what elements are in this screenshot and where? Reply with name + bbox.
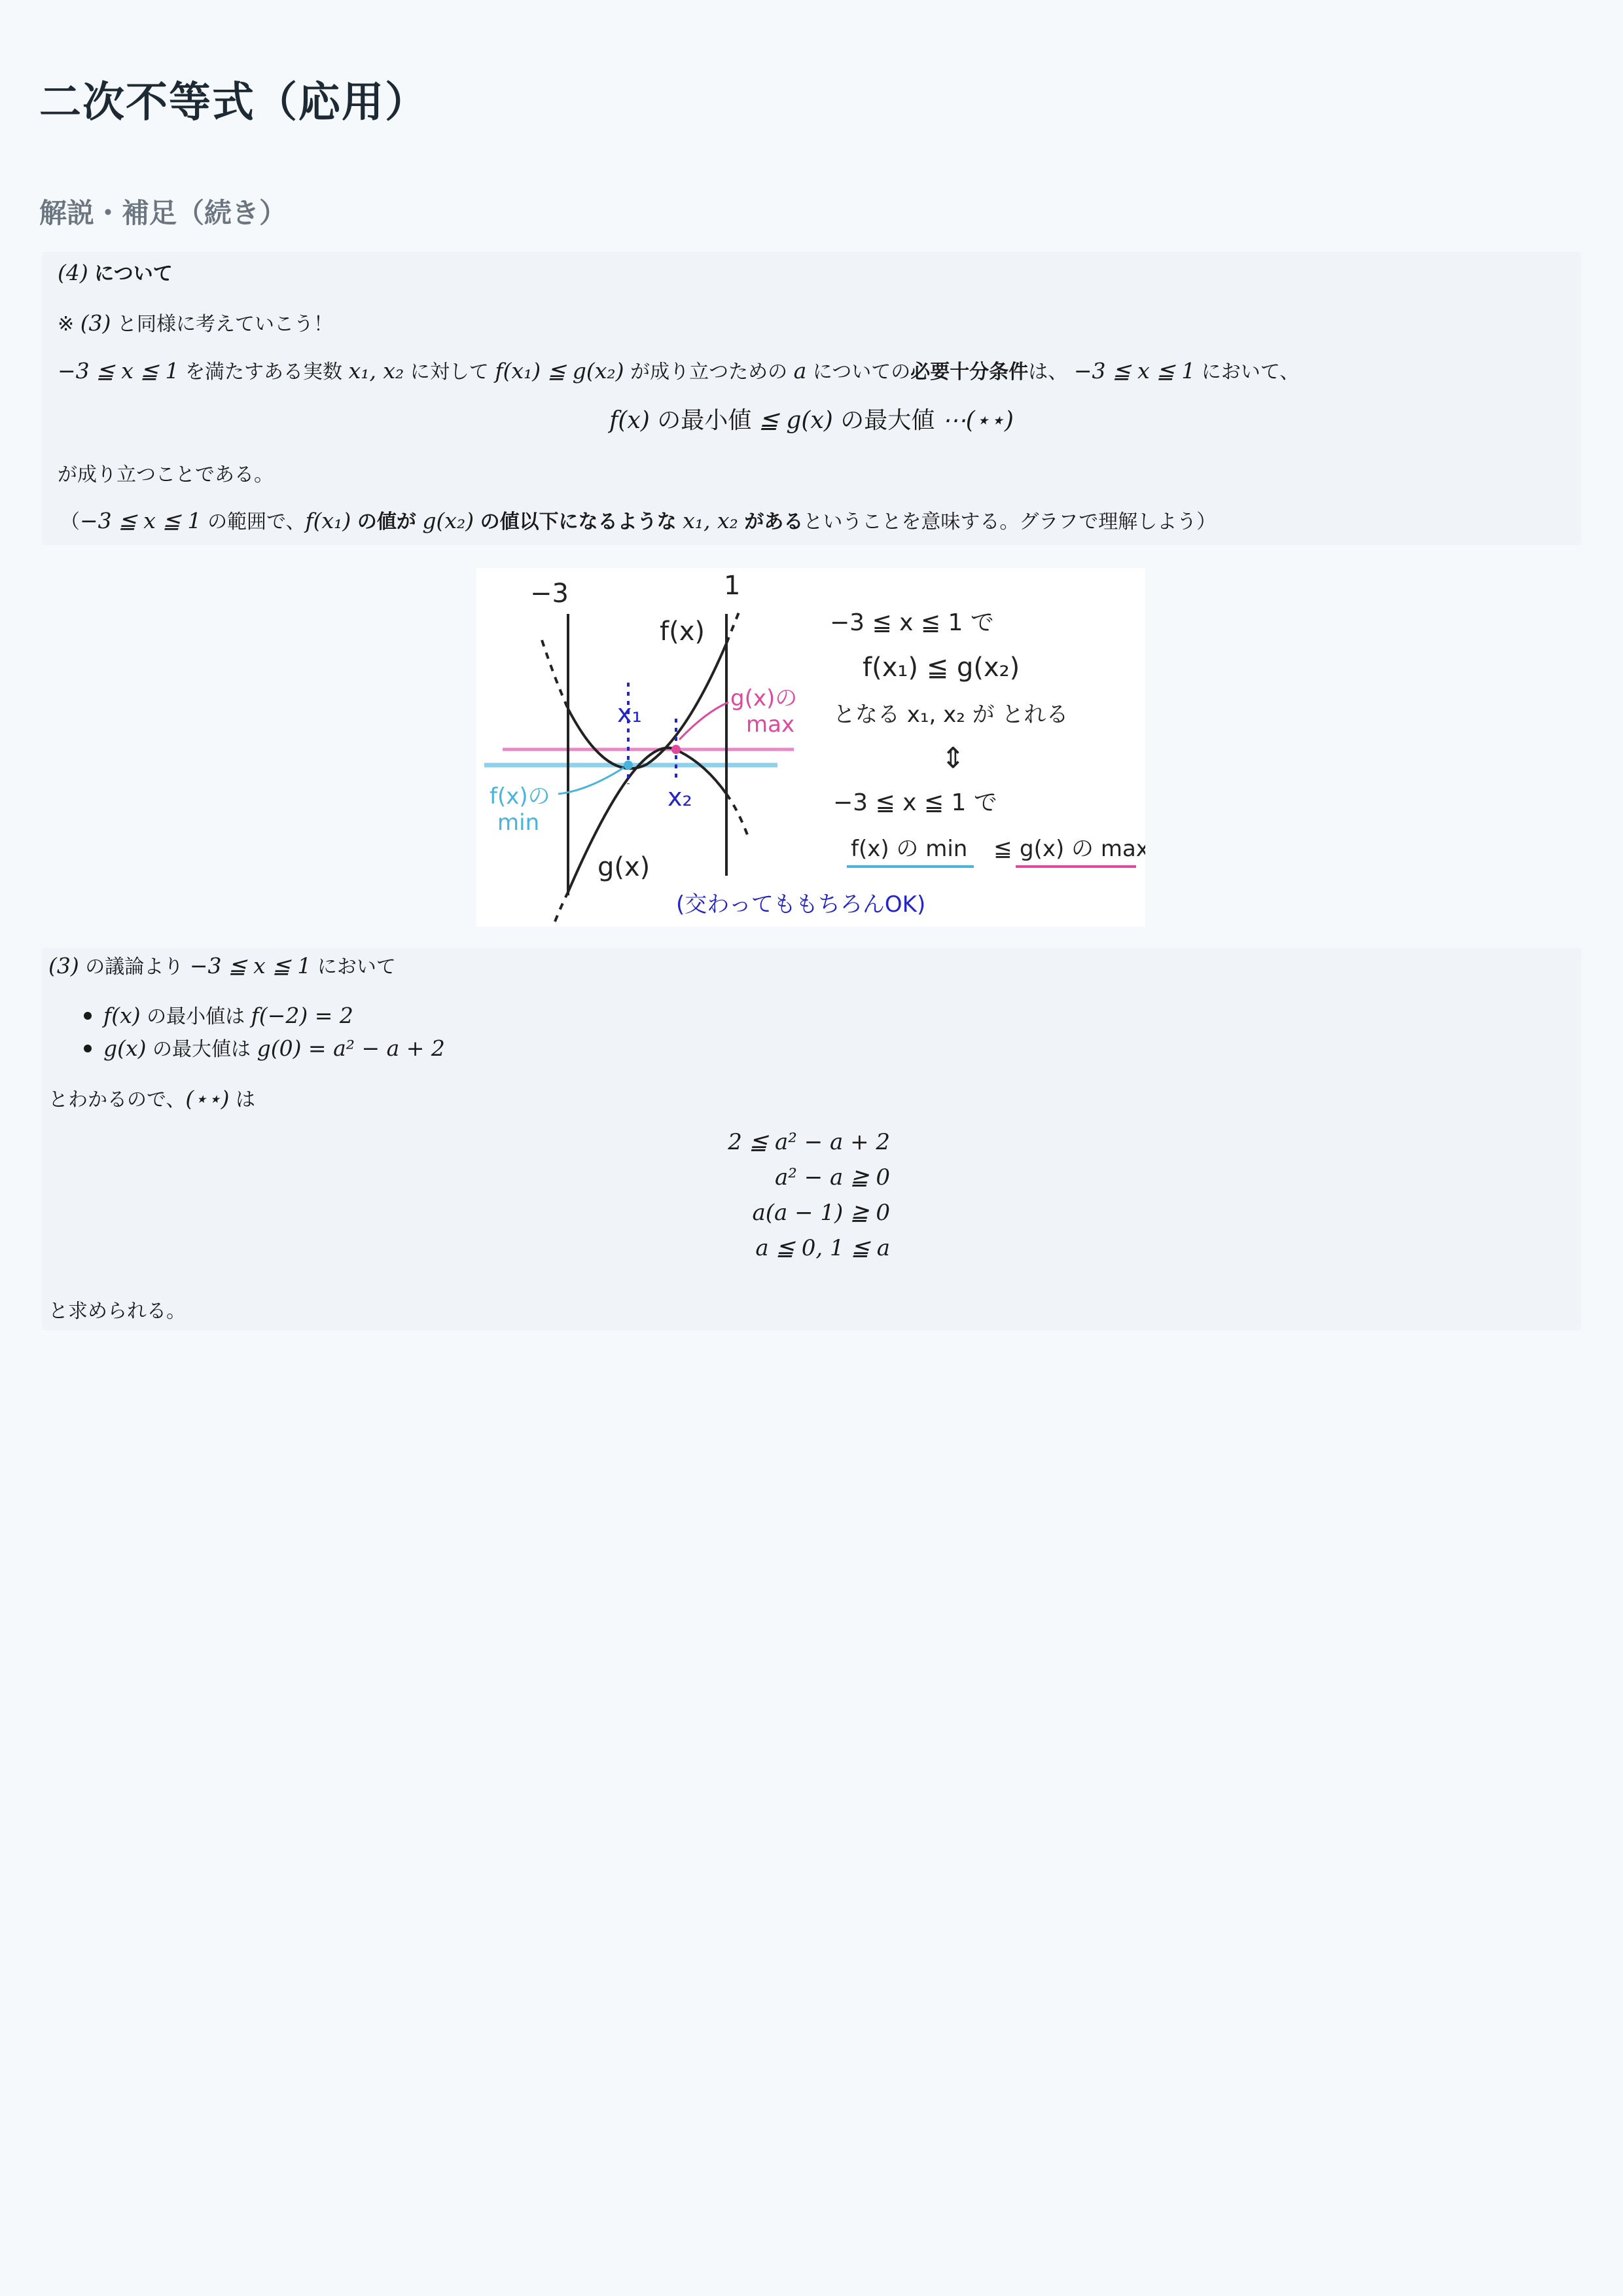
cond-text-3: が成り立つための (630, 361, 788, 384)
part4-note (58, 308, 333, 336)
cond-text-5: は、 (1028, 361, 1068, 384)
bullet-dot-2 (84, 1045, 92, 1052)
equation-2: a² − a ≧ 0 (774, 1164, 890, 1191)
label-fmin-1: f(x)の (490, 783, 550, 810)
right-line-3: となる x₁, x₂ が とれる (833, 702, 1069, 728)
b1-text: の最小値は (147, 1005, 245, 1028)
display-g: g(x) (786, 407, 833, 434)
part3-so (48, 1083, 255, 1112)
hold-text: が成り立つことである。 (58, 463, 274, 486)
label-fmin-2: min (497, 810, 540, 836)
display-text-1: の最小値 (657, 407, 752, 434)
paren-open: （ (60, 511, 80, 533)
note-mark: ※ (58, 313, 75, 336)
cond-vars: x₁, x₂ (348, 358, 404, 384)
paren-g: g(x₂) (422, 508, 474, 533)
gx-curve-dashed-right (726, 794, 748, 836)
paren-bold-2: の値以下になるような (480, 511, 677, 533)
fmin-point (624, 761, 633, 770)
bullet-gmax (103, 1033, 445, 1062)
label-gmax-1: g(x)の (730, 685, 798, 711)
final-text: と求められる。 (48, 1300, 186, 1323)
label-gx: g(x) (597, 852, 651, 882)
cond-text-2: に対して (410, 361, 489, 384)
cond-bold: 必要十分条件 (910, 361, 1029, 384)
right-gmax: g(x) の max (1020, 836, 1145, 862)
label-x2: x₂ (668, 783, 692, 812)
intro-text-1: の議論より (85, 956, 184, 978)
heading-text: について (94, 262, 173, 285)
part4-paren (60, 505, 1216, 534)
right-le: ≦ (993, 836, 1012, 862)
bullet-dot-1 (84, 1012, 92, 1020)
paren-vars: x₁, x₂ (683, 508, 738, 533)
gx-curve-dashed-left (555, 892, 568, 922)
b2-text: の最大値は (152, 1038, 251, 1061)
note-number: (3) (80, 310, 111, 336)
label-gmax-2: max (746, 711, 795, 738)
so-text-2: は (236, 1088, 256, 1111)
paren-f: f(x₁) (305, 508, 351, 533)
part4-heading (58, 257, 173, 286)
cond-inequality: f(x₁) ≦ g(x₂) (495, 358, 624, 384)
label-fx: f(x) (660, 617, 705, 647)
graph-figure (476, 568, 1145, 927)
paren-text-2: ということを意味する。グラフで理解しよう） (803, 511, 1217, 533)
equation-3: a(a − 1) ≧ 0 (752, 1200, 890, 1226)
label-x1: x₁ (617, 699, 642, 728)
intro-number: (3) (48, 953, 79, 978)
paren-text-1: の範囲で、 (207, 511, 306, 533)
paren-bold-3: がある (744, 511, 804, 533)
heading-number: (4) (58, 260, 88, 285)
right-line-2: f(x₁) ≦ g(x₂) (863, 653, 1020, 683)
right-fmin: f(x) の min (851, 836, 968, 862)
part3-intro (48, 950, 396, 979)
paren-range: −3 ≦ x ≦ 1 (80, 508, 202, 533)
so-tag: (⋆⋆) (185, 1086, 230, 1111)
part4-condition (58, 355, 1299, 384)
bottom-note: (交わってももちろんOK) (676, 891, 926, 918)
label-minus3: −3 (530, 579, 569, 609)
right-line-1: −3 ≦ x ≦ 1 で (830, 609, 994, 636)
fx-curve-dashed-right (726, 611, 740, 643)
display-f: f(x) (609, 407, 650, 434)
right-arrow: ⇕ (941, 742, 965, 775)
display-text-2: の最大値 (840, 407, 935, 434)
explanation-box-part4 (42, 252, 1581, 545)
section-heading: 解説・補足（続き） (39, 197, 287, 229)
paren-bold-1: の値が (357, 511, 416, 533)
cond-text-1: を満たすある実数 (185, 361, 343, 384)
cond-range: −3 ≦ x ≦ 1 (58, 358, 179, 384)
intro-text-2: において (317, 956, 396, 978)
equation-1: 2 ≦ a² − a + 2 (728, 1129, 890, 1155)
cond-var-a: a (793, 358, 807, 384)
cond-range-2: −3 ≦ x ≦ 1 (1073, 358, 1196, 384)
gmax-point (671, 745, 681, 754)
note-text: と同様に考えていこう！ (116, 313, 333, 336)
display-tag: ⋯(⋆⋆) (942, 407, 1014, 434)
so-text-1: とわかるので、 (48, 1088, 186, 1111)
b2-g: g(x) (103, 1035, 147, 1061)
display-condition (42, 402, 1581, 435)
graph-svg (476, 568, 1145, 927)
display-le: ≦ (758, 407, 779, 434)
cond-text-6: において、 (1201, 361, 1300, 384)
label-one: 1 (724, 571, 741, 601)
fx-curve-dashed-left (542, 640, 568, 709)
bullet-fmin (103, 1000, 353, 1029)
page-title: 二次不等式（応用） (39, 79, 428, 127)
b1-f: f(x) (103, 1003, 141, 1028)
b2-eq: g(0) = a² − a + 2 (257, 1035, 445, 1061)
intro-range: −3 ≦ x ≦ 1 (189, 953, 312, 978)
equation-4: a ≦ 0, 1 ≦ a (755, 1235, 890, 1261)
cond-text-4: についての (812, 361, 911, 384)
b1-eq: f(−2) = 2 (251, 1003, 353, 1028)
right-line-4: −3 ≦ x ≦ 1 で (833, 789, 997, 816)
